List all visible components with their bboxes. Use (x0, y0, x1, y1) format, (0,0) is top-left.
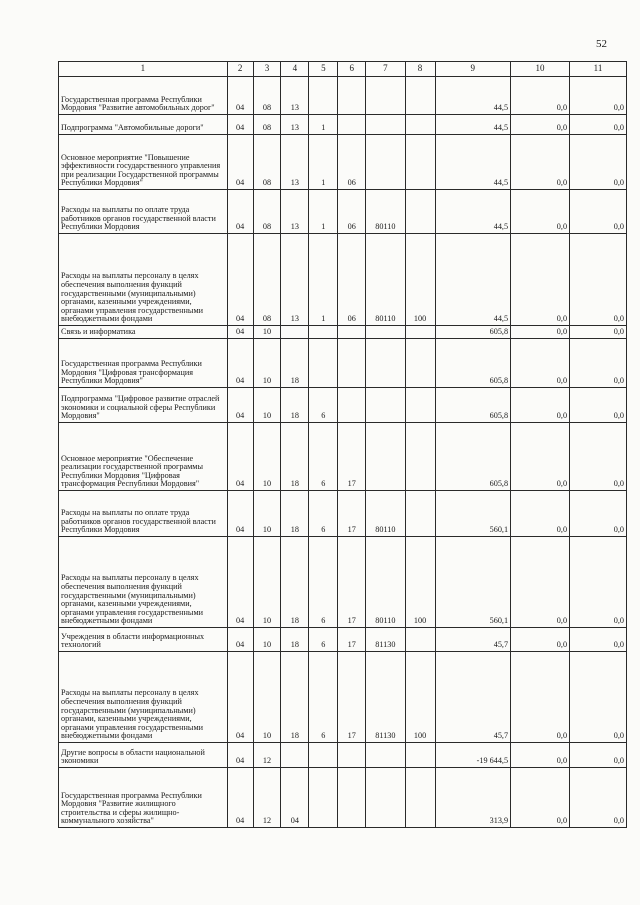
page-number: 52 (596, 38, 607, 50)
podrazdel-cell: 10 (253, 537, 281, 628)
direction-cell: 80110 (366, 537, 405, 628)
razdel-cell: 04 (227, 491, 253, 537)
row-name-cell: Государственная программа Республики Мордовия "Развитие автомобильных дорог" (59, 77, 228, 115)
amount-cell: 313,9 (435, 768, 511, 828)
program-cell (281, 743, 309, 768)
expense-type-cell: 100 (405, 234, 435, 326)
row-name-cell: Связь и информатика (59, 326, 228, 339)
expense-type-cell (405, 628, 435, 652)
subprogram-cell: 1 (309, 135, 338, 190)
amount-2-cell: 0,0 (511, 135, 570, 190)
row-name-cell: Основное мероприятие "Повышение эффективности государственного управления при реализации Государственной программы Республики Мордовия" (59, 135, 228, 190)
podrazdel-cell: 10 (253, 491, 281, 537)
expense-type-cell (405, 190, 435, 234)
expense-type-cell: 100 (405, 652, 435, 743)
header-cell: 2 (227, 62, 253, 77)
amount-2-cell: 0,0 (511, 768, 570, 828)
amount-cell: 560,1 (435, 491, 511, 537)
amount-2-cell: 0,0 (511, 423, 570, 491)
amount-cell: 605,8 (435, 388, 511, 423)
table-row (59, 388, 627, 423)
amount-3-cell: 0,0 (570, 628, 627, 652)
amount-cell: 45,7 (435, 652, 511, 743)
expense-type-cell (405, 77, 435, 115)
expense-type-cell (405, 135, 435, 190)
podrazdel-cell: 12 (253, 743, 281, 768)
amount-cell: 605,8 (435, 326, 511, 339)
row-name-cell: Расходы на выплаты по оплате труда работников органов государственной власти Республики Мордовия (59, 491, 228, 537)
direction-cell (366, 423, 405, 491)
program-cell (281, 326, 309, 339)
row-name-cell: Другие вопросы в области национальной экономики (59, 743, 228, 768)
program-cell: 18 (281, 491, 309, 537)
podrazdel-cell: 08 (253, 135, 281, 190)
amount-3-cell: 0,0 (570, 388, 627, 423)
expense-type-cell: 100 (405, 537, 435, 628)
subprogram-cell: 6 (309, 652, 338, 743)
event-cell (338, 339, 366, 388)
amount-2-cell: 0,0 (511, 234, 570, 326)
amount-2-cell: 0,0 (511, 652, 570, 743)
table-row (59, 628, 627, 652)
program-cell: 18 (281, 537, 309, 628)
header-cell: 7 (366, 62, 405, 77)
podrazdel-cell: 12 (253, 768, 281, 828)
direction-cell: 81130 (366, 652, 405, 743)
event-cell: 17 (338, 628, 366, 652)
amount-2-cell: 0,0 (511, 190, 570, 234)
row-name-cell: Основное мероприятие "Обеспечение реализации государственной программы Республики Мордовия "Цифровая трансформация Республики Мордовия" (59, 423, 228, 491)
amount-3-cell: 0,0 (570, 234, 627, 326)
amount-2-cell: 0,0 (511, 743, 570, 768)
table-row (59, 652, 627, 743)
razdel-cell: 04 (227, 652, 253, 743)
direction-cell (366, 115, 405, 135)
direction-cell: 80110 (366, 491, 405, 537)
expense-type-cell (405, 768, 435, 828)
podrazdel-cell: 10 (253, 326, 281, 339)
amount-3-cell: 0,0 (570, 339, 627, 388)
amount-2-cell: 0,0 (511, 388, 570, 423)
direction-cell: 81130 (366, 628, 405, 652)
expense-type-cell (405, 326, 435, 339)
amount-3-cell: 0,0 (570, 423, 627, 491)
event-cell: 06 (338, 190, 366, 234)
amount-2-cell: 0,0 (511, 115, 570, 135)
budget-table (58, 61, 627, 828)
amount-3-cell: 0,0 (570, 491, 627, 537)
subprogram-cell: 6 (309, 537, 338, 628)
amount-3-cell: 0,0 (570, 115, 627, 135)
amount-2-cell: 0,0 (511, 628, 570, 652)
expense-type-cell (405, 491, 435, 537)
row-name-cell: Учреждения в области информационных технологий (59, 628, 228, 652)
amount-cell: 44,5 (435, 190, 511, 234)
table-row (59, 77, 627, 115)
row-name-cell: Государственная программа Республики Мордовия "Развитие жилищного строительства и сферы жилищно-коммунального хозяйства" (59, 768, 228, 828)
direction-cell (366, 743, 405, 768)
podrazdel-cell: 10 (253, 388, 281, 423)
subprogram-cell: 1 (309, 234, 338, 326)
amount-cell: 44,5 (435, 135, 511, 190)
podrazdel-cell: 10 (253, 652, 281, 743)
direction-cell (366, 768, 405, 828)
amount-cell: 560,1 (435, 537, 511, 628)
amount-3-cell: 0,0 (570, 326, 627, 339)
amount-cell: 605,8 (435, 423, 511, 491)
razdel-cell: 04 (227, 537, 253, 628)
amount-cell: 44,5 (435, 77, 511, 115)
header-cell: 1 (59, 62, 228, 77)
direction-cell (366, 326, 405, 339)
row-name-cell: Расходы на выплаты персоналу в целях обеспечения выполнения функций государственными (муниципальными) органами, казенными учреждениями, органами управления государственными внебюджетными фондами (59, 652, 228, 743)
table-row (59, 115, 627, 135)
table-row (59, 743, 627, 768)
podrazdel-cell: 08 (253, 115, 281, 135)
table-row (59, 135, 627, 190)
program-cell: 18 (281, 339, 309, 388)
razdel-cell: 04 (227, 135, 253, 190)
event-cell: 17 (338, 537, 366, 628)
amount-3-cell: 0,0 (570, 768, 627, 828)
amount-3-cell: 0,0 (570, 77, 627, 115)
table-row (59, 234, 627, 326)
amount-3-cell: 0,0 (570, 652, 627, 743)
podrazdel-cell: 08 (253, 77, 281, 115)
podrazdel-cell: 10 (253, 628, 281, 652)
row-name-cell: Расходы на выплаты персоналу в целях обеспечения выполнения функций государственными (муниципальными) органами, казенными учреждениями, органами управления государственными внебюджетными фондами (59, 234, 228, 326)
event-cell (338, 326, 366, 339)
row-name-cell: Расходы на выплаты по оплате труда работников органов государственной власти Республики Мордовия (59, 190, 228, 234)
razdel-cell: 04 (227, 628, 253, 652)
amount-2-cell: 0,0 (511, 77, 570, 115)
program-cell: 13 (281, 115, 309, 135)
table-row (59, 190, 627, 234)
table-row (59, 491, 627, 537)
amount-3-cell: 0,0 (570, 537, 627, 628)
direction-cell: 80110 (366, 234, 405, 326)
event-cell (338, 743, 366, 768)
direction-cell (366, 77, 405, 115)
amount-cell: 44,5 (435, 115, 511, 135)
header-cell: 4 (281, 62, 309, 77)
amount-cell: 44,5 (435, 234, 511, 326)
header-cell: 3 (253, 62, 281, 77)
event-cell (338, 115, 366, 135)
direction-cell (366, 339, 405, 388)
expense-type-cell (405, 423, 435, 491)
razdel-cell: 04 (227, 115, 253, 135)
subprogram-cell: 6 (309, 388, 338, 423)
razdel-cell: 04 (227, 423, 253, 491)
event-cell (338, 77, 366, 115)
program-cell: 18 (281, 388, 309, 423)
header-cell: 9 (435, 62, 511, 77)
header-cell: 5 (309, 62, 338, 77)
program-cell: 13 (281, 234, 309, 326)
event-cell: 17 (338, 423, 366, 491)
header-cell: 8 (405, 62, 435, 77)
expense-type-cell (405, 743, 435, 768)
podrazdel-cell: 10 (253, 339, 281, 388)
razdel-cell: 04 (227, 388, 253, 423)
amount-2-cell: 0,0 (511, 339, 570, 388)
table-row (59, 326, 627, 339)
event-cell: 06 (338, 135, 366, 190)
event-cell: 17 (338, 652, 366, 743)
subprogram-cell (309, 326, 338, 339)
row-name-cell: Подпрограмма "Автомобильные дороги" (59, 115, 228, 135)
podrazdel-cell: 10 (253, 423, 281, 491)
subprogram-cell (309, 339, 338, 388)
subprogram-cell: 6 (309, 491, 338, 537)
program-cell: 13 (281, 77, 309, 115)
header-row (59, 62, 627, 77)
amount-3-cell: 0,0 (570, 135, 627, 190)
subprogram-cell (309, 77, 338, 115)
razdel-cell: 04 (227, 190, 253, 234)
amount-cell: 605,8 (435, 339, 511, 388)
amount-2-cell: 0,0 (511, 537, 570, 628)
amount-3-cell: 0,0 (570, 190, 627, 234)
amount-3-cell: 0,0 (570, 743, 627, 768)
razdel-cell: 04 (227, 768, 253, 828)
subprogram-cell: 1 (309, 190, 338, 234)
amount-2-cell: 0,0 (511, 491, 570, 537)
table-row (59, 339, 627, 388)
program-cell: 13 (281, 190, 309, 234)
amount-cell: -19 644,5 (435, 743, 511, 768)
subprogram-cell: 1 (309, 115, 338, 135)
expense-type-cell (405, 388, 435, 423)
podrazdel-cell: 08 (253, 234, 281, 326)
table-row (59, 768, 627, 828)
podrazdel-cell: 08 (253, 190, 281, 234)
razdel-cell: 04 (227, 326, 253, 339)
table-row (59, 537, 627, 628)
expense-type-cell (405, 339, 435, 388)
subprogram-cell: 6 (309, 423, 338, 491)
program-cell: 18 (281, 628, 309, 652)
header-cell: 10 (511, 62, 570, 77)
razdel-cell: 04 (227, 77, 253, 115)
event-cell: 06 (338, 234, 366, 326)
program-cell: 18 (281, 423, 309, 491)
row-name-cell: Государственная программа Республики Мордовия "Цифровая трансформация Республики Мордовия" (59, 339, 228, 388)
direction-cell: 80110 (366, 190, 405, 234)
table-row (59, 423, 627, 491)
header-cell: 6 (338, 62, 366, 77)
razdel-cell: 04 (227, 743, 253, 768)
amount-2-cell: 0,0 (511, 326, 570, 339)
event-cell (338, 388, 366, 423)
subprogram-cell (309, 768, 338, 828)
row-name-cell: Подпрограмма "Цифровое развитие отраслей экономики и социальной сферы Республики Мордовия" (59, 388, 228, 423)
program-cell: 04 (281, 768, 309, 828)
expense-type-cell (405, 115, 435, 135)
program-cell: 18 (281, 652, 309, 743)
program-cell: 13 (281, 135, 309, 190)
event-cell (338, 768, 366, 828)
subprogram-cell: 6 (309, 628, 338, 652)
razdel-cell: 04 (227, 234, 253, 326)
direction-cell (366, 135, 405, 190)
subprogram-cell (309, 743, 338, 768)
amount-cell: 45,7 (435, 628, 511, 652)
direction-cell (366, 388, 405, 423)
header-cell: 11 (570, 62, 627, 77)
row-name-cell: Расходы на выплаты персоналу в целях обеспечения выполнения функций государственными (муниципальными) органами, казенными учреждениями, органами управления государственными внебюджетными фондами (59, 537, 228, 628)
razdel-cell: 04 (227, 339, 253, 388)
event-cell: 17 (338, 491, 366, 537)
